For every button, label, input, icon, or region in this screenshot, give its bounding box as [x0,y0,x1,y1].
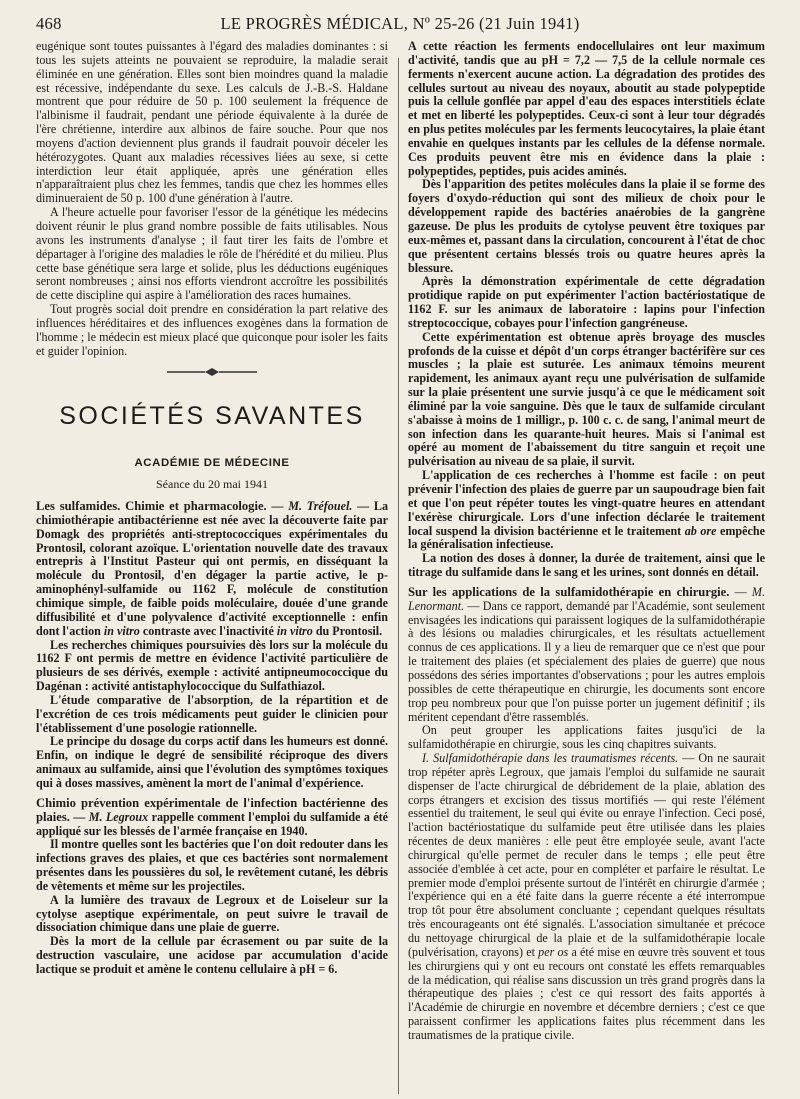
page-header [36,14,764,36]
academy-heading: ACADÉMIE DE MÉDECINE [134,457,290,470]
paragraph: L'application de ces recherches à l'homme est facile : on peut prévenir l'infection des plaies de guerre par un saupoudrage bien fait et que l'on peut répéter toutes les vingt-quatre heures en attendant l'exérèse chirurgicale. Lors d'une infection déclarée le traitement local suspend la division bactérienne et le traitement ab ore empêche la généralisation infectieuse. [408,468,765,552]
session-date: Séance du 20 mai 1941 [156,477,268,492]
article-title: Sur les applications de la sulfamidothérapie en chirurgie. [408,584,730,599]
column-divider [398,58,399,1094]
paragraph: A l'heure actuelle pour favoriser l'essor de la génétique les médecins doivent réunir le plus grand nombre possible de faits utilisables. Nous avons les instruments d'analyse ; il faut tirer les faits de l'ombre et départager à l'origine des maladies le rôle de l'hérédité et du milieu. Plus cette base génétique sera large et solide, plus les déductions eugéniques seront nombreuses ; ainsi nos efforts viendront accroître les possibilités de cette discipline qui aspire à l'amélioration des races humaines. [36,205,388,303]
article-title: Les sulfamides. Chimie et pharmacologie. [36,499,267,514]
journal-title: LE PROGRÈS MÉDICAL, Nº 25-26 (21 Juin 1941) [220,14,580,33]
paragraph: Les recherches chimiques poursuivies dès lors sur la molécule du 1162 F ont permis de mettre en évidence l'activité particulière de plusieurs de ses dérivés, exemple : activité antipneumococcique du Dagénan : activité antistaphylococcique du Sulfathiazol. [36,637,388,694]
paragraph: Tout progrès social doit prendre en considération la part relative des influences héréditaires et des influences exogènes dans la formation de l'homme ; le médecin est mieux placé que quiconque pour isoler les faits et guider l'opinion. [36,302,388,358]
paragraph: Dès la mort de la cellule par écrasement ou par suite de la destruction vasculaire, une acidose par accumulation d'acide lactique se produit et amène le contenu cellulaire à pH = 6. [36,934,388,976]
paragraph: On peut grouper les applications faites jusqu'ici de la sulfamidothérapie en chirurgie, sous les cinq chapitres suivants. [408,723,765,752]
section-title: SOCIÉTÉS SAVANTES [59,402,365,431]
paragraph: Il montre quelles sont les bactéries que l'on doit redouter dans les infections graves des plaies, et que ces bactéries sont normalement présentes dans les poussières du sol, le revêtement cutané, les débris de vêtements et même sur les projectiles. [36,837,388,893]
article-author: M. Legroux [88,809,149,824]
paragraph: A la lumière des travaux de Legroux et de Loiseleur sur la cytolyse aseptique expérimentale, on peut suivre le travail de dissociation chimique dans une plaie de guerre. [36,892,388,935]
paragraph: eugénique sont toutes puissantes à l'égard des maladies dominantes : si tous les sujets atteints ne pouvaient se reproduire, la maladie serait éliminée en une génération. Elles sont bien moindres quand la maladie est récessive, indépendante du sexe. Les calculs de J.-B.-S. Haldane montrent que pour réduire de 50 p. 100 seulement la fréquence de l'albinisme il faudrait, pendant une période équivalente à la durée de l'ère chrétienne, interdire aux albinos de faire souche. Pour que nos moyens d'action deviennent plus grands il faudrait pouvoir déceler les hétérozygotes. Quant aux maladies récessives liées au sexe, si cette interdiction leur était appliquée, après une génération elles n'apparaîtraient plus chez les femmes, tandis que chez les hommes elles diminueraient de 50 p. 100 d'une génération à l'autre. [36,40,388,206]
paragraph: A cette réaction les ferments endocellulaires ont leur maximum d'activité, tandis que au pH = 7,2 — 7,5 de la cellule normale ces ferments n'exercent aucune action. La dégradation des protides des cellules surtout au niveau des noyaux, aboutit au stade polypeptide puis la cellule gonflée par appel d'eau des espaces interstitiels éclate et met en liberté les polypeptides. Ceux-ci sont à leur tour dégradés en plus petites molécules par les ferments leucocytaires, la plaie étant envahie en quelques instants par les cellules de la défense normale. Ces produits peuvent être mis en évidence dans la plaie : polypeptides, peptides, puis acides aminés. [408,40,765,178]
article-lenormant: Sur les applications de la sulfamidothérapie en chirurgie. — M. Lenormant. — Dans ce rapport, demandé par l'Académie, sont seulement envisagées les indications qui paraissent logiques de la sulfamidothérapie à des lésions ou maladies chirurgicales, et les résultats actuellement connus de ces applications. Il y a lieu de remarquer que ce n'est que pour le traitement des plaies (et spécialement des plaies de guerre) que nous possédons des séries importantes d'observations ; pour les autres emplois possibles de cette thérapeutique en chirurgie, les documents sont encore trop peu nombreux pour que l'on puisse porter un jugement définitif ; ils méritent cependant d'être rassemblés. [408,584,765,724]
paragraph: I. Sulfamidothérapie dans les traumatismes récents. — On ne saurait trop répéter après Legroux, que jamais l'emploi du sulfamide ne saurait dispenser de l'acte chirurgical de débridement de la plaie, ablation des corps étrangers et excision des tissus mortifiés — qui reste l'élément essentiel du traitement, le seul qui évite ou enraye l'infection. Ceci posé, l'action bactériostatique du sulfamide peut être utilisée dans les plaies récentes de deux manières : elle peut être employée seule, avant l'acte chirurgical qu'elle permet de reculer dans le temps ; elle peut être associée d'emblée à cet acte, pour en compléter et parfaire le résultat. Le premier mode d'emploi présente surtout de l'intérêt en chirurgie d'armée ; l'expérience qui en a été faite dans la guerre récente a été interrompue trop tôt pour être absolument concluante ; cependant quelques résultats très encourageants ont été signalés. L'association simultanée et précoce du nettoyage chirurgical de la plaie et de la sulfamidothérapie locale (pulvérisation, crayons) et per os a été mise en œuvre très souvent et tous les chirurgiens qui y ont eu recours ont constaté les effets remarquables de la médication, qui réalise sans discussion un très grand progrès dans la thérapeutique des plaies ; c'est ce qui ressort des faits apportés à l'Académie de chirurgie en novembre et décembre derniers ; c'est ce que paraissent confirmer les applications faites plus récemment dans les traumatismes de la pratique civile. [408,751,765,1042]
article-chimio-prevention: Chimio prévention expérimentale de l'infection bactérienne des plaies. — M. Legroux rappelle comment l'emploi du sulfamide a été appliqué sur les blessés de l'armée française en 1940. [36,795,388,838]
paragraph: Dès l'apparition des petites molécules dans la plaie il se forme des foyers d'oxydo-réduction qui sont des milieux de choix pour le développement rapide des bactéries anaérobies de la gangrène gazeuse. De plus les produits de cytolyse peuvent être toxiques par eux-mêmes et, passant dans la circulation, concourent à l'état de choc que présentent certains blessés trois ou quatre heures après la blessure. [408,177,765,275]
article-sulfamides: Les sulfamides. Chimie et pharmacologie. — M. Tréfouel. — La chimiothérapie antibactérienne est née avec la découverte faite par Domagk des propriétés anti-streptococciques expérimentales du Prontosil, colorant azoïque. L'orientation nouvelle date des travaux entrepris à l'Institut Pasteur qui ont permis, en disséquant la molécule du Prontosil, d'en dégager la partie active, le p-aminophényl-sulfamide ou 1162 F, molécule de constitution chimique simple, de faible poids moléculaire, douée d'une grande diffusibilité et d'une polyvalence d'activité exceptionnelle : enfin dont l'action in vitro contraste avec l'inactivité in vitro du Prontosil. [36,499,388,638]
page-number: 468 [36,14,62,33]
article-author: M. Lenormant. [408,584,765,613]
article-title: Chimio prévention expérimentale de l'infection bactérienne des plaies. [36,795,388,824]
ornament-divider [36,366,388,378]
paragraph: Le principe du dosage du corps actif dans les humeurs est donné. Enfin, on indique le degré de sensibilité réciproque des divers animaux au sulfamide, ainsi que l'évolution des symptômes toxiques qui à doses massives, amènent la mort de l'animal d'expérience. [36,734,388,790]
paragraph: Après la démonstration expérimentale de cette dégradation protidique rapide on put expérimenter l'action bactériostatique de 1162 F. sur les animaux de laboratoire : lapins pour l'infection streptococcique, cobayes pour l'infection gangréneuse. [408,274,765,330]
article-author: M. Tréfouel. [288,499,353,514]
paragraph: L'étude comparative de l'absorption, de la répartition et de l'excrétion de ces trois médicaments peut guider le clinicien pour l'établissement d'une posologie rationnelle. [36,692,388,735]
subsection-title: I. Sulfamidothérapie dans les traumatismes récents. [422,751,679,766]
paragraph: La notion des doses à donner, la durée de traitement, ainsi que le titrage du sulfamide dans le sang et les urines, sont donnés en détail. [408,551,765,580]
left-column [36,40,388,1095]
right-column [408,40,765,1095]
paragraph: Cette expérimentation est obtenue après broyage des muscles profonds de la cuisse et dépôt d'un corps étranger bactérifère sur ces muscles ; la plaie est suturée. Les animaux témoins meurent rapidement, les animaux ayant reçu une pulvérisation de sulfamide sur la plaie présentent une survie jusqu'à ce que le médicament soit éliminé par la voie sanguine. Dès que le taux de sulfamide circulant s'abaisse à moins de 1 milligr., p. 100 c. c. de sang, l'animal meurt de son infection dans les quarante-huit heures. Mais si l'animal est opéré au moment de l'abaissement du titre sanguin et reçoit une pulvérisation au niveau de sa plaie, il survit. [408,329,765,469]
